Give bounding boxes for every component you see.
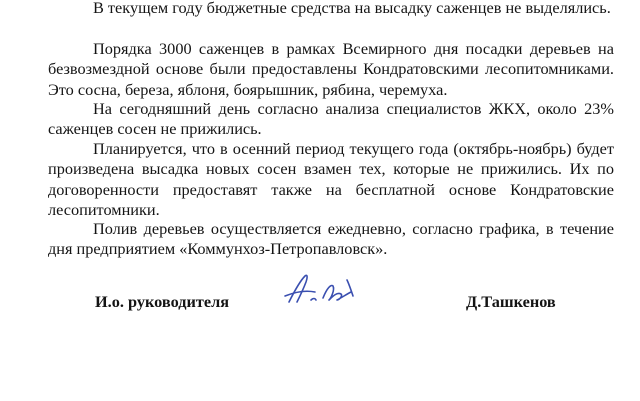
- paragraph-budget: В текущем году бюджетные средства на высадку саженцев не выделялись.: [93, 0, 611, 17]
- paragraph-watering: Полив деревьев осуществляется ежедневно, согласно графика, в течение дня предприятием «Коммунхоз-Петропавловск».: [48, 219, 614, 259]
- paragraph-survival-analysis: На сегодняшний день согласно анализа специалистов ЖКХ, около 23% саженцев сосен не прижились.: [48, 99, 614, 139]
- paragraph-saplings-donation: Порядка 3000 саженцев в рамках Всемирного дня посадки деревьев на безвозмездной основе были предоставлены Кондратовскими лесопитомниками. Это сосна, береза, яблоня, боярышник, рябина, черемуха.: [48, 39, 614, 99]
- handwritten-signature: [275, 270, 375, 310]
- signatory-title: И.о. руководителя: [95, 292, 230, 311]
- signatory-name: Д.Ташкенов: [466, 292, 556, 311]
- paragraph-autumn-planting: Планируется, что в осенний период текущего года (октябрь-ноябрь) будет произведена высадка новых сосен взамен тех, которые не прижились. Их по договоренности предоставят также на бесплатной основе Кондратовские лесопитомники.: [48, 139, 614, 220]
